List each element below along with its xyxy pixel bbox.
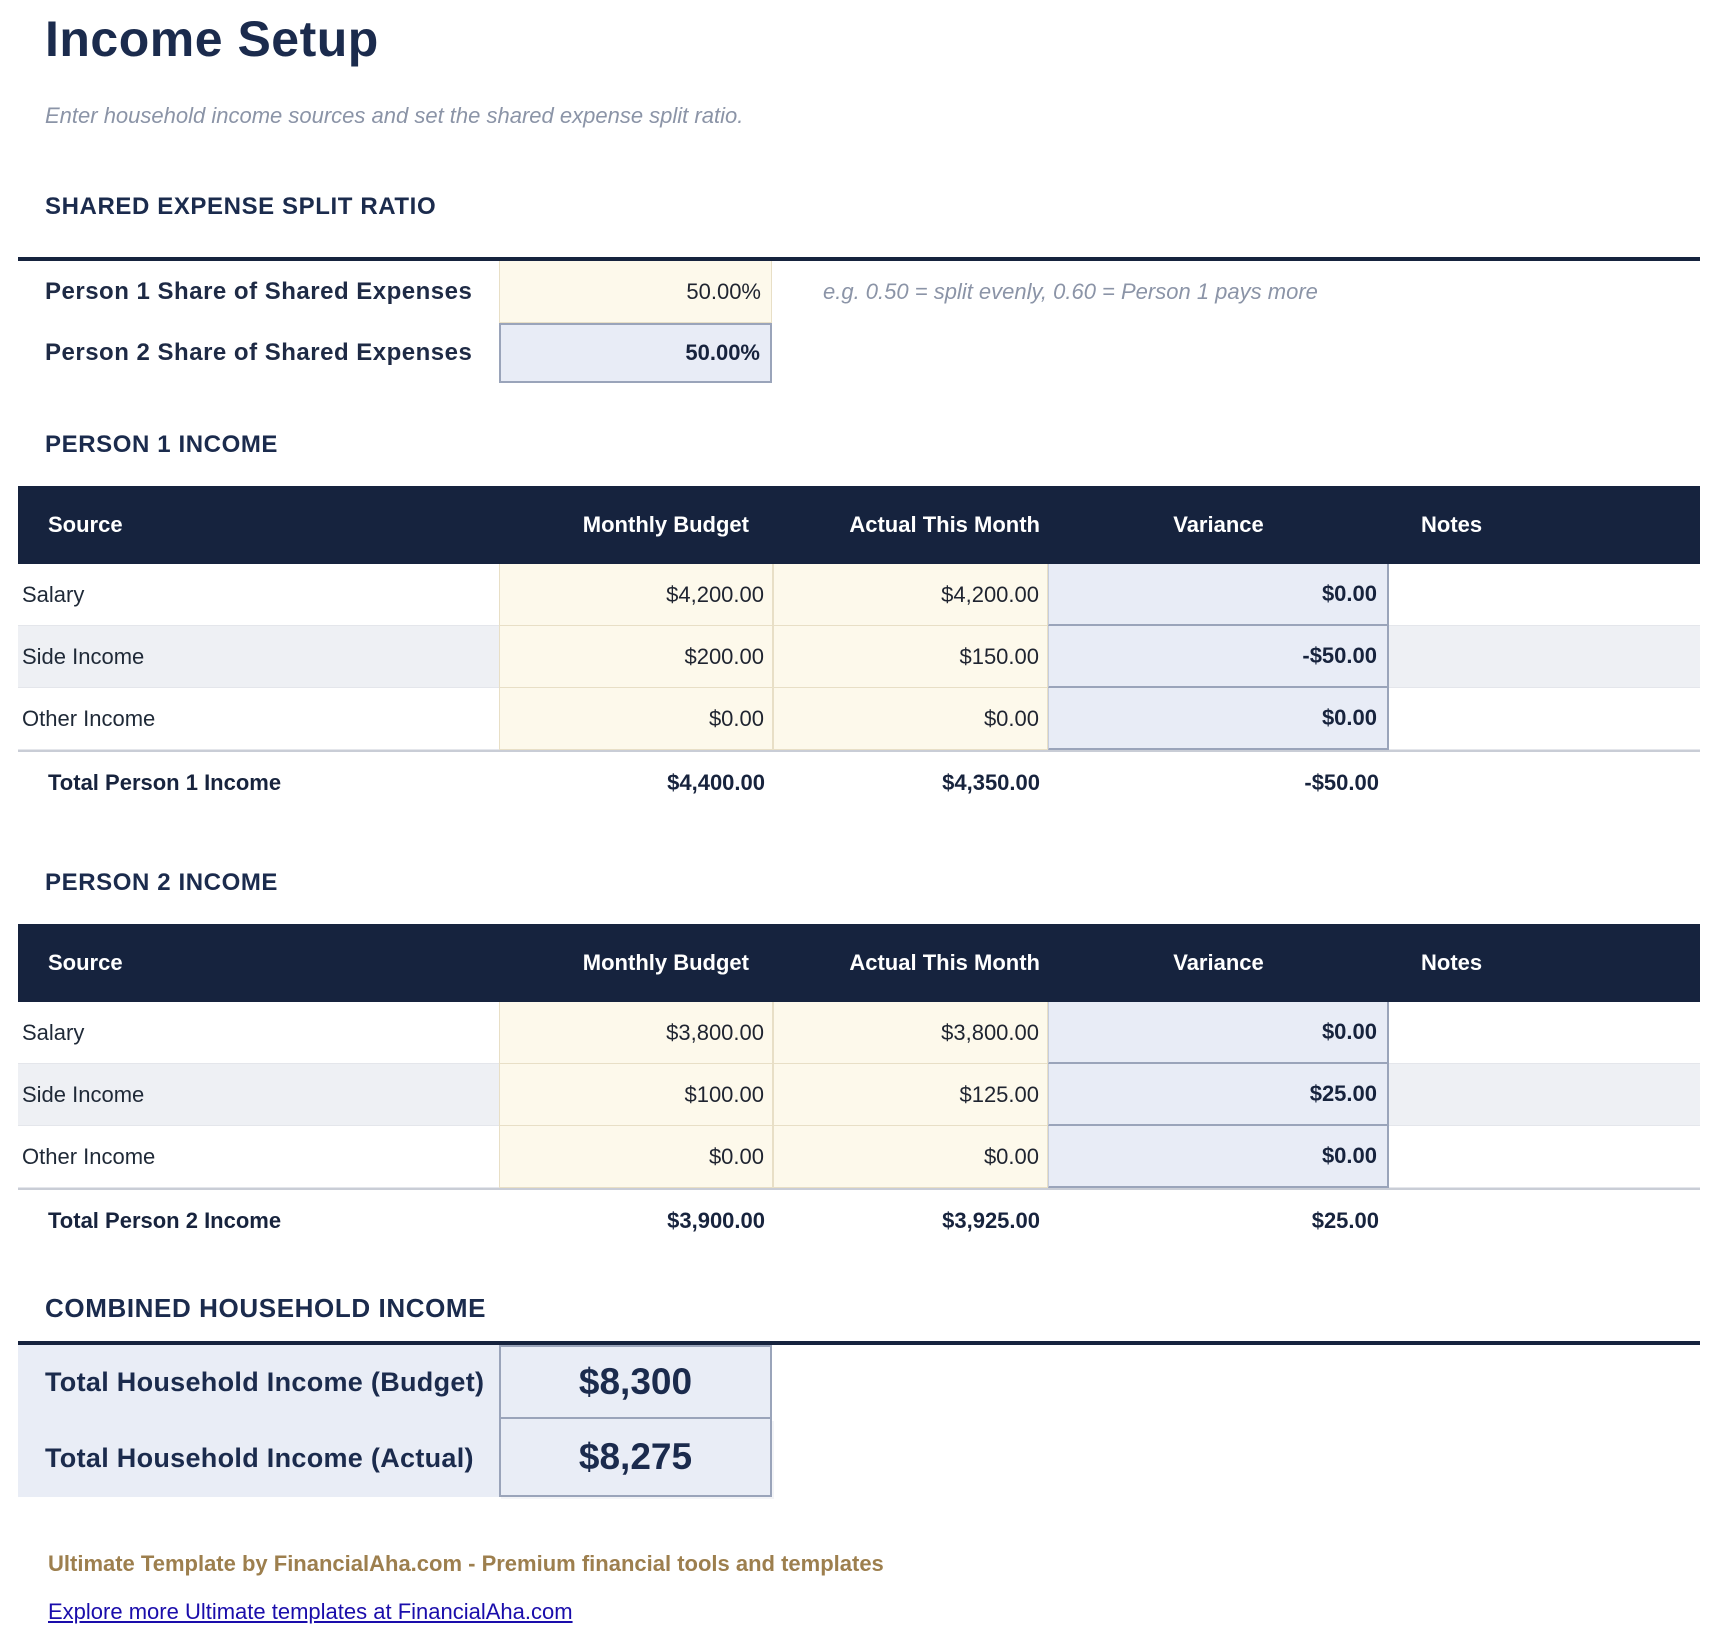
total-label: Total Person 2 Income bbox=[48, 1207, 282, 1233]
budget-cell[interactable]: $0.00 bbox=[499, 1126, 773, 1188]
notes-cell[interactable] bbox=[1389, 688, 1700, 750]
source-cell: Other Income bbox=[18, 1126, 499, 1188]
column-header-variance: Variance bbox=[1173, 512, 1264, 537]
budget-cell[interactable]: $0.00 bbox=[499, 688, 773, 750]
total-actual-value: $4,350.00 bbox=[942, 769, 1040, 795]
notes-cell[interactable] bbox=[1389, 1126, 1700, 1188]
page-title: Income Setup bbox=[45, 11, 379, 67]
person1-total-row bbox=[18, 750, 1700, 813]
actual-cell[interactable]: $4,200.00 bbox=[773, 564, 1048, 626]
total-budget-value: $3,900.00 bbox=[667, 1207, 765, 1233]
combined-actual-value: $8,275 bbox=[499, 1419, 772, 1497]
split-ratio-hint: e.g. 0.50 = split evenly, 0.60 = Person 1 pays more bbox=[823, 279, 1318, 304]
budget-cell[interactable]: $100.00 bbox=[499, 1064, 773, 1126]
variance-cell: $0.00 bbox=[1048, 688, 1389, 750]
column-header-source: Source bbox=[48, 512, 123, 537]
person2-table-header bbox=[18, 924, 1700, 1002]
total-variance-value: $25.00 bbox=[1311, 1207, 1379, 1233]
actual-cell[interactable]: $0.00 bbox=[773, 1126, 1048, 1188]
combined-budget-value: $8,300 bbox=[499, 1345, 772, 1419]
table-row bbox=[18, 688, 1700, 750]
variance-cell: -$50.00 bbox=[1048, 626, 1389, 688]
person1-table-header bbox=[18, 486, 1700, 564]
notes-cell[interactable] bbox=[1389, 1064, 1700, 1126]
person1-income-table bbox=[18, 486, 1700, 813]
column-header-budget: Monthly Budget bbox=[582, 512, 749, 537]
split-row-person1 bbox=[18, 261, 1700, 323]
person2-income-heading: PERSON 2 INCOME bbox=[45, 869, 279, 896]
variance-cell: $0.00 bbox=[1048, 1126, 1389, 1188]
table-row bbox=[18, 1002, 1700, 1064]
total-variance-value: -$50.00 bbox=[1304, 769, 1379, 795]
person2-share-value: 50.00% bbox=[499, 323, 772, 383]
footer-branding: Ultimate Template by FinancialAha.com - Premium financial tools and templates bbox=[48, 1551, 884, 1576]
column-header-source: Source bbox=[48, 950, 123, 975]
source-cell: Side Income bbox=[18, 1064, 499, 1126]
table-row bbox=[18, 1126, 1700, 1188]
person2-share-label: Person 2 Share of Shared Expenses bbox=[45, 339, 473, 366]
total-actual-value: $3,925.00 bbox=[942, 1207, 1040, 1233]
budget-cell[interactable]: $3,800.00 bbox=[499, 1002, 773, 1064]
variance-cell: $0.00 bbox=[1048, 564, 1389, 626]
notes-cell[interactable] bbox=[1389, 626, 1700, 688]
combined-income-heading: COMBINED HOUSEHOLD INCOME bbox=[45, 1293, 487, 1323]
notes-cell[interactable] bbox=[1389, 564, 1700, 626]
budget-cell[interactable]: $200.00 bbox=[499, 626, 773, 688]
combined-income-block bbox=[18, 1345, 772, 1497]
person1-share-input[interactable]: 50.00% bbox=[499, 261, 772, 323]
actual-cell[interactable]: $3,800.00 bbox=[773, 1002, 1048, 1064]
source-cell: Salary bbox=[18, 1002, 499, 1064]
person1-income-heading: PERSON 1 INCOME bbox=[45, 431, 279, 458]
footer-explore-link[interactable]: Explore more Ultimate templates at FinancialAha.com bbox=[48, 1599, 573, 1624]
table-row bbox=[18, 626, 1700, 688]
budget-cell[interactable]: $4,200.00 bbox=[499, 564, 773, 626]
column-header-budget: Monthly Budget bbox=[582, 950, 749, 975]
page-subtitle: Enter household income sources and set the shared expense split ratio. bbox=[45, 103, 744, 128]
income-setup-page bbox=[0, 10, 1718, 1625]
column-header-notes: Notes bbox=[1421, 512, 1483, 537]
person1-share-label: Person 1 Share of Shared Expenses bbox=[45, 278, 473, 305]
split-row-person2 bbox=[18, 323, 1700, 383]
actual-cell[interactable]: $0.00 bbox=[773, 688, 1048, 750]
source-cell: Other Income bbox=[18, 688, 499, 750]
column-header-actual: Actual This Month bbox=[849, 950, 1040, 975]
combined-budget-row bbox=[18, 1345, 772, 1419]
actual-cell[interactable]: $150.00 bbox=[773, 626, 1048, 688]
person2-income-table bbox=[18, 924, 1700, 1251]
total-budget-value: $4,400.00 bbox=[667, 769, 765, 795]
column-header-actual: Actual This Month bbox=[849, 512, 1040, 537]
table-row bbox=[18, 564, 1700, 626]
combined-actual-row bbox=[18, 1419, 772, 1497]
total-label: Total Person 1 Income bbox=[48, 769, 282, 795]
table-row bbox=[18, 1064, 1700, 1126]
split-ratio-heading: SHARED EXPENSE SPLIT RATIO bbox=[45, 193, 437, 220]
column-header-variance: Variance bbox=[1173, 950, 1264, 975]
variance-cell: $25.00 bbox=[1048, 1064, 1389, 1126]
combined-actual-label: Total Household Income (Actual) bbox=[45, 1442, 474, 1473]
notes-cell[interactable] bbox=[1389, 1002, 1700, 1064]
source-cell: Side Income bbox=[18, 626, 499, 688]
combined-budget-label: Total Household Income (Budget) bbox=[45, 1366, 485, 1397]
variance-cell: $0.00 bbox=[1048, 1002, 1389, 1064]
source-cell: Salary bbox=[18, 564, 499, 626]
actual-cell[interactable]: $125.00 bbox=[773, 1064, 1048, 1126]
split-ratio-section bbox=[18, 257, 1700, 383]
column-header-notes: Notes bbox=[1421, 950, 1483, 975]
person2-total-row bbox=[18, 1188, 1700, 1251]
